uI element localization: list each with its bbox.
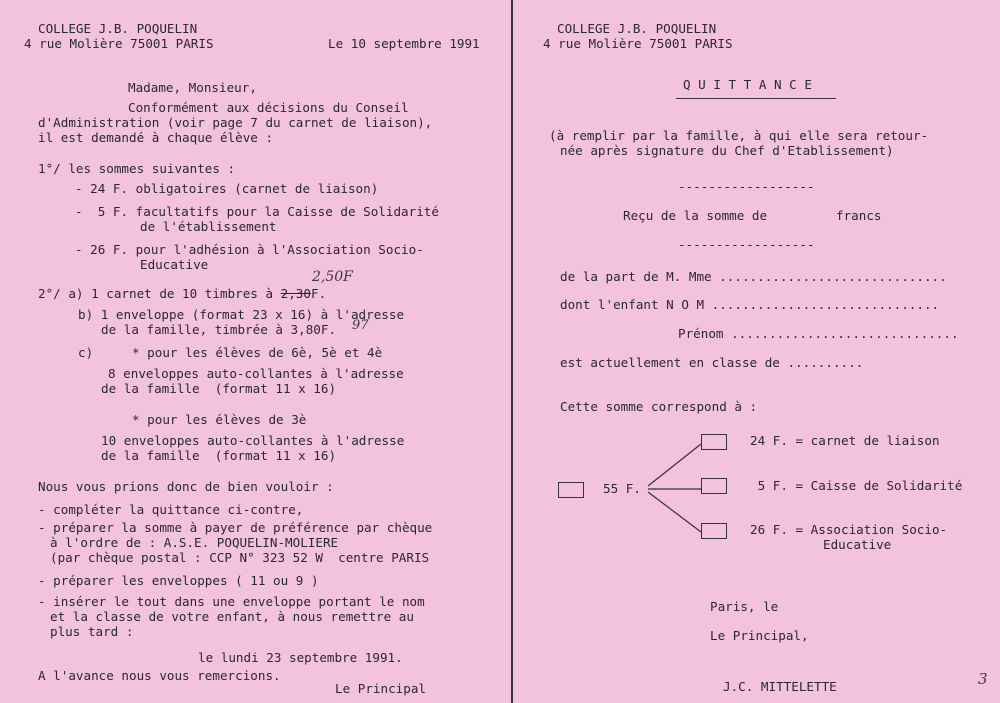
sum-item-cont: de l'établissement bbox=[140, 219, 277, 234]
total-amount: 55 F. bbox=[603, 481, 641, 496]
intro-line: d'Administration (voir page 7 du carnet de liaison), bbox=[38, 115, 433, 130]
request-item: - préparer les enveloppes ( 11 ou 9 ) bbox=[38, 573, 319, 588]
principal-name: J.C. MITTELETTE bbox=[723, 679, 837, 694]
receipt-title: Q U I T T A N C E bbox=[683, 77, 812, 92]
letter-date: Le 10 septembre 1991 bbox=[328, 36, 480, 51]
deadline: le lundi 23 septembre 1991. bbox=[198, 650, 403, 665]
salutation: Madame, Monsieur, bbox=[128, 80, 257, 95]
item-b: b) 1 enveloppe (format 23 x 16) à l'adresse bbox=[78, 307, 405, 322]
receipt-label: Reçu de la somme de bbox=[623, 208, 768, 223]
item-c-group-text: de la famille (format 11 x 16) bbox=[101, 381, 337, 396]
sum-item-cont: Educative bbox=[140, 257, 209, 272]
school-address: 4 rue Molière 75001 PARIS bbox=[24, 36, 214, 51]
request-item-cont: et la classe de votre enfant, à nous remettre au bbox=[50, 609, 414, 624]
section2-line: 2°/ a) 1 carnet de 10 timbres à 2,30F. bbox=[38, 286, 327, 301]
item-c-group-text: de la famille (format 11 x 16) bbox=[101, 448, 337, 463]
signature-title: Le Principal, bbox=[710, 628, 809, 643]
struck-price: 2,30 bbox=[280, 286, 311, 301]
intro-line: Conformément aux décisions du Conseil bbox=[128, 100, 409, 115]
sum-corresponds: Cette somme correspond à : bbox=[560, 399, 758, 414]
request-item-cont: plus tard : bbox=[50, 624, 134, 639]
dashed-separator: ------------------ bbox=[678, 237, 815, 252]
section1-heading: 1°/ les sommes suivantes : bbox=[38, 161, 236, 176]
school-name: COLLEGE J.B. POQUELIN bbox=[557, 21, 717, 36]
breakdown-item-cont: Educative bbox=[823, 537, 892, 552]
sum-item: - 24 F. obligatoires (carnet de liaison) bbox=[75, 181, 379, 196]
school-address: 4 rue Molière 75001 PARIS bbox=[543, 36, 733, 51]
receipt-unit: francs bbox=[836, 208, 882, 223]
item-c-group-title: * pour les élèves de 3è bbox=[132, 412, 307, 427]
sum-item: - 5 F. facultatifs pour la Caisse de Solidarité bbox=[75, 204, 439, 219]
handwritten-price: 2,50F bbox=[312, 269, 353, 285]
request-item-cont: à l'ordre de : A.S.E. POQUELIN-MOLIERE bbox=[50, 535, 339, 550]
intro-line: il est demandé à chaque élève : bbox=[38, 130, 274, 145]
instructions: née après signature du Chef d'Etablissement) bbox=[560, 143, 894, 158]
item-b-cont: de la famille, timbrée à 3,80F. bbox=[101, 322, 337, 337]
item-c-group-title: * pour les élèves de 6è, 5è et 4è bbox=[132, 345, 383, 360]
request-item: - insérer le tout dans une enveloppe portant le nom bbox=[38, 594, 425, 609]
item-c-group-text: 10 enveloppes auto-collantes à l'adresse bbox=[101, 433, 405, 448]
breakdown-item: 26 F. = Association Socio- bbox=[750, 522, 948, 537]
dashed-separator: ------------------ bbox=[678, 179, 815, 194]
handwritten-note: 97 bbox=[352, 318, 369, 333]
from-field: de la part de M. Mme .............................. bbox=[560, 269, 947, 284]
thanks: A l'avance nous vous remercions. bbox=[38, 668, 281, 683]
request-item: - compléter la quittance ci-contre, bbox=[38, 502, 304, 517]
place-label: Paris, le bbox=[710, 599, 779, 614]
item-c-label: c) bbox=[78, 345, 94, 360]
request-item-cont: (par chèque postal : CCP N° 323 52 W centre PARIS bbox=[50, 550, 430, 565]
request-item: - préparer la somme à payer de préférence par chèque bbox=[38, 520, 433, 535]
class-field: est actuellement en classe de .......... bbox=[560, 355, 864, 370]
item-c-group-text: 8 enveloppes auto-collantes à l'adresse bbox=[108, 366, 404, 381]
instructions: (à remplir par la famille, à qui elle sera retour- bbox=[549, 128, 929, 143]
left-signature: Le Principal bbox=[335, 681, 426, 696]
breakdown-item: 5 F. = Caisse de Solidarité bbox=[750, 478, 963, 493]
child-name-field: dont l'enfant N O M .............................. bbox=[560, 297, 940, 312]
sum-item: - 26 F. pour l'adhésion à l'Association Socio- bbox=[75, 242, 424, 257]
breakdown-item: 24 F. = carnet de liaison bbox=[750, 433, 940, 448]
page-mark: 3 bbox=[978, 670, 988, 688]
school-name: COLLEGE J.B. POQUELIN bbox=[38, 21, 198, 36]
request-intro: Nous vous prions donc de bien vouloir : bbox=[38, 479, 334, 494]
child-firstname-field: Prénom .............................. bbox=[678, 326, 959, 341]
